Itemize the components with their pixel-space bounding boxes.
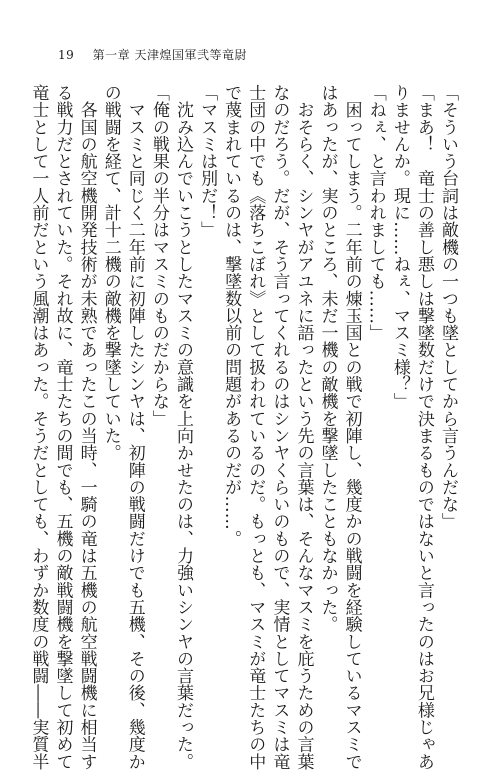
text-line: る戦力だとされていた。それ故に、竜士たちの間でも、五機の敵戦闘機を撃墜して初めて bbox=[52, 84, 73, 770]
page-number: 19 bbox=[58, 48, 75, 62]
text-line: 「マスミは別だ！」 bbox=[197, 84, 218, 239]
chapter-title: 天津煌国軍弐等竜尉 bbox=[134, 48, 247, 62]
text-line: はあったが、実のところ、未だ一機の敵機を撃墜したこともなかった。 bbox=[317, 84, 338, 633]
text-line: 士団の中でも《落ちこぼれ》として扱われているのだ。もっとも、マスミが竜士たちの中 bbox=[245, 84, 266, 770]
page-header bbox=[58, 46, 247, 63]
text-line: なのだろう。だが、そう言ってくれるのはシンヤくらいのもので、実情としてマスミは竜 bbox=[269, 84, 290, 770]
text-line: 「まあ！ 竜士の善し悪しは撃墜数だけで決まるものではないと言ったのはお兄様じゃあ bbox=[413, 84, 434, 770]
vertical-body-text bbox=[28, 84, 460, 770]
text-line: で蔑まれているのは、撃墜数以前の問題があるのだが……。 bbox=[221, 84, 242, 548]
text-line: の戦闘を経て、計十二機の敵機を撃墜していた。 bbox=[100, 84, 121, 462]
text-line: 「そういう台詞は敵機の一つも墜としてから言うんだな」 bbox=[438, 84, 458, 530]
text-line: 各国の航空機開発技術が未熟であったこの当時、一騎の竜は五機の航空戦闘機に相当す bbox=[76, 84, 97, 770]
chapter-label: 第一章 bbox=[92, 48, 131, 62]
text-line: 困ってしまう。二年前の煉玉国との戦で初陣し、幾度かの戦闘を経験しているマスミで bbox=[341, 84, 362, 770]
text-line: 竜士として一人前だという風潮はあった。そうだとしても、わずか数度の戦闘――実質半 bbox=[28, 84, 49, 770]
text-line: マスミと同じく二年前に初陣したシンヤは、初陣の戦闘だけでも五機、その後、幾度か bbox=[124, 84, 145, 770]
text-line: りませんか。現に……ねぇ、マスミ様？」 bbox=[389, 84, 410, 410]
text-line: おそらく、シンヤがアユネに語ったという先の言葉は、そんなマスミを庇うための言葉 bbox=[293, 84, 314, 770]
text-line: 「ねぇ、と言われましても……」 bbox=[365, 84, 386, 342]
text-line: 「俺の戦果の半分はマスミのものだからな」 bbox=[148, 84, 169, 427]
text-line: 沈み込んでいこうとしたマスミの意識を上向かせたのは、力強いシンヤの言葉だった。 bbox=[172, 84, 193, 770]
